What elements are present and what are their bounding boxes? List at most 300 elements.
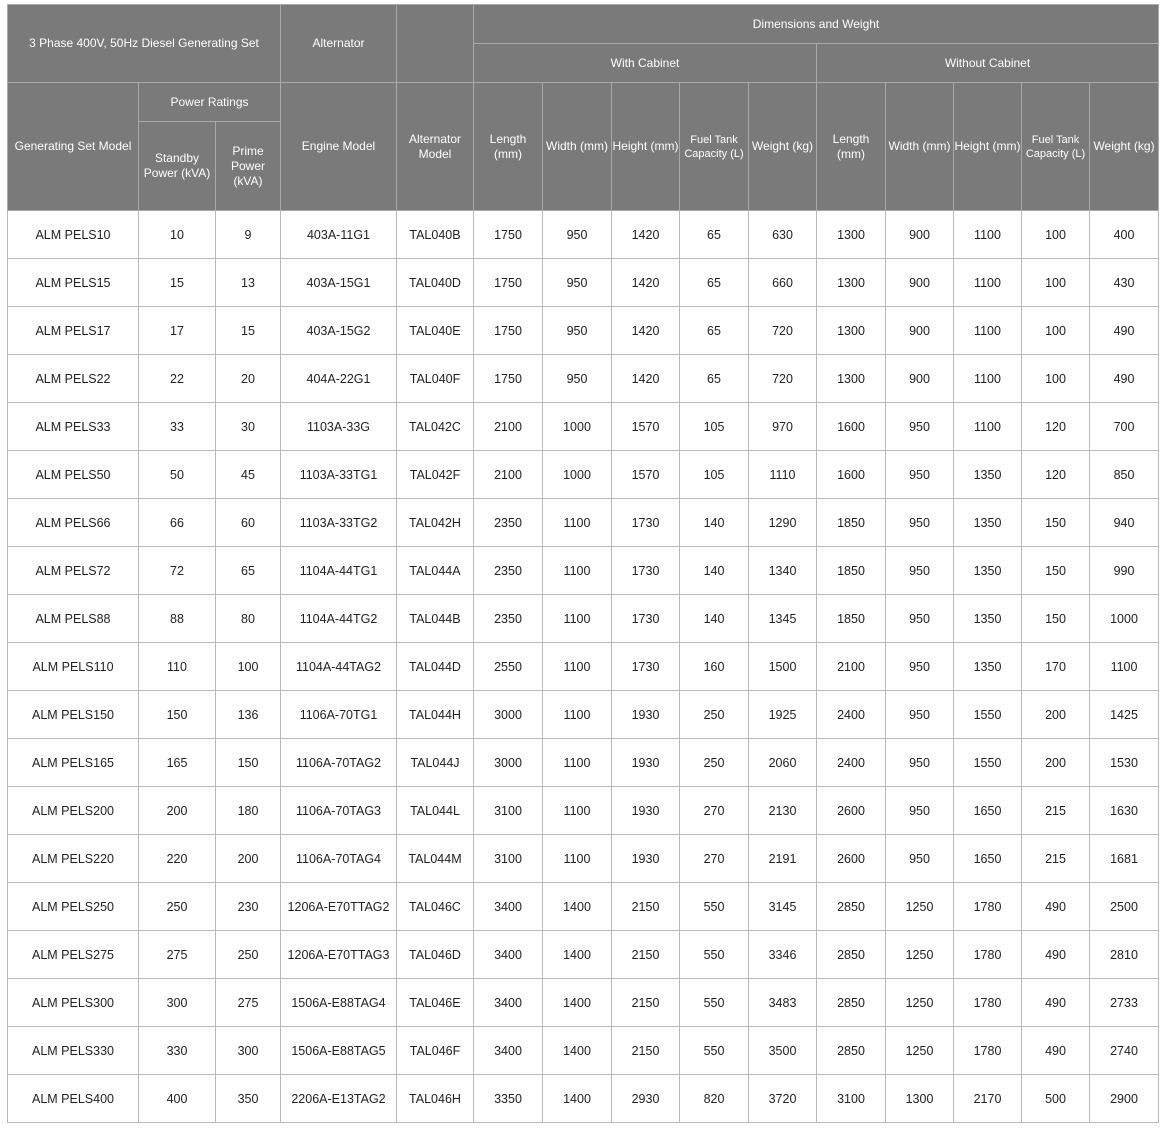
without-length-cell: 1850 (817, 499, 886, 547)
table-row (8, 211, 1159, 259)
prime-power-cell: 136 (216, 691, 281, 739)
engine-model-cell: 1103A-33TG2 (281, 499, 397, 547)
standby-power-cell: 72 (139, 547, 216, 595)
without-height-cell: 1350 (954, 451, 1022, 499)
without-length-cell: 2400 (817, 739, 886, 787)
with-length-cell: 1750 (474, 211, 543, 259)
without-weight-cell: 1000 (1090, 595, 1159, 643)
without-width-cell: 1250 (886, 1027, 954, 1075)
without-length-header: Length (mm) (817, 83, 886, 211)
engine-model-cell: 1104A-44TG2 (281, 595, 397, 643)
without-height-cell: 1350 (954, 547, 1022, 595)
standby-power-cell: 200 (139, 787, 216, 835)
engine-model-cell: 403A-11G1 (281, 211, 397, 259)
with-length-cell: 3100 (474, 787, 543, 835)
with-height-cell: 2150 (612, 979, 680, 1027)
without-fuel-tank-header: Fuel Tank Capacity (L) (1022, 83, 1090, 211)
model-cell: ALM PELS400 (8, 1075, 139, 1123)
with-width-cell: 1400 (543, 1075, 612, 1123)
alternator-model-cell: TAL042H (397, 499, 474, 547)
with-weight-cell: 1290 (749, 499, 817, 547)
without-fuel-tank-cell: 170 (1022, 643, 1090, 691)
prime-power-cell: 300 (216, 1027, 281, 1075)
without-weight-cell: 1100 (1090, 643, 1159, 691)
standby-power-cell: 250 (139, 883, 216, 931)
prime-power-cell: 100 (216, 643, 281, 691)
model-cell: ALM PELS250 (8, 883, 139, 931)
without-width-cell: 950 (886, 595, 954, 643)
standby-power-cell: 330 (139, 1027, 216, 1075)
with-weight-header: Weight (kg) (749, 83, 817, 211)
with-width-cell: 1400 (543, 931, 612, 979)
with-weight-cell: 1500 (749, 643, 817, 691)
with-width-cell: 950 (543, 307, 612, 355)
without-weight-cell: 490 (1090, 355, 1159, 403)
engine-model-cell: 404A-22G1 (281, 355, 397, 403)
alternator-model-cell: TAL044J (397, 739, 474, 787)
with-height-cell: 1570 (612, 403, 680, 451)
prime-power-cell: 350 (216, 1075, 281, 1123)
with-weight-cell: 2130 (749, 787, 817, 835)
with-height-cell: 1420 (612, 355, 680, 403)
prime-power-cell: 275 (216, 979, 281, 1027)
with-height-cell: 1930 (612, 691, 680, 739)
with-weight-cell: 2191 (749, 835, 817, 883)
without-weight-cell: 400 (1090, 211, 1159, 259)
alternator-model-cell: TAL040D (397, 259, 474, 307)
engine-model-cell: 1104A-44TAG2 (281, 643, 397, 691)
standby-power-cell: 150 (139, 691, 216, 739)
without-height-cell: 1550 (954, 739, 1022, 787)
without-fuel-tank-cell: 490 (1022, 979, 1090, 1027)
without-weight-cell: 850 (1090, 451, 1159, 499)
with-fuel-tank-cell: 550 (680, 931, 749, 979)
power-ratings-header: Power Ratings (139, 83, 281, 122)
with-length-cell: 3400 (474, 931, 543, 979)
without-width-cell: 950 (886, 547, 954, 595)
standby-power-cell: 50 (139, 451, 216, 499)
engine-model-cell: 403A-15G1 (281, 259, 397, 307)
with-height-cell: 1730 (612, 499, 680, 547)
without-weight-header: Weight (kg) (1090, 83, 1159, 211)
with-length-cell: 1750 (474, 355, 543, 403)
model-cell: ALM PELS330 (8, 1027, 139, 1075)
model-header: Generating Set Model (8, 83, 139, 211)
alternator-model-cell: TAL042F (397, 451, 474, 499)
without-width-cell: 900 (886, 307, 954, 355)
generating-set-spec-table (7, 4, 1159, 1123)
with-length-cell: 1750 (474, 259, 543, 307)
prime-power-cell: 200 (216, 835, 281, 883)
without-weight-cell: 1630 (1090, 787, 1159, 835)
without-width-cell: 900 (886, 259, 954, 307)
with-length-cell: 2100 (474, 451, 543, 499)
with-height-header: Height (mm) (612, 83, 680, 211)
with-height-cell: 1730 (612, 547, 680, 595)
table-row (8, 835, 1159, 883)
with-fuel-tank-cell: 270 (680, 787, 749, 835)
without-fuel-tank-cell: 490 (1022, 1027, 1090, 1075)
with-weight-cell: 3483 (749, 979, 817, 1027)
without-height-cell: 1350 (954, 643, 1022, 691)
table-row (8, 451, 1159, 499)
with-weight-cell: 1110 (749, 451, 817, 499)
alternator-model-cell: TAL044M (397, 835, 474, 883)
without-weight-cell: 700 (1090, 403, 1159, 451)
without-weight-cell: 2500 (1090, 883, 1159, 931)
with-width-cell: 1100 (543, 643, 612, 691)
empty-header-cell (397, 5, 474, 83)
with-height-cell: 1730 (612, 595, 680, 643)
standby-power-cell: 22 (139, 355, 216, 403)
with-length-cell: 2100 (474, 403, 543, 451)
with-weight-cell: 2060 (749, 739, 817, 787)
model-cell: ALM PELS22 (8, 355, 139, 403)
alternator-model-cell: TAL046D (397, 931, 474, 979)
with-fuel-tank-cell: 105 (680, 403, 749, 451)
model-cell: ALM PELS66 (8, 499, 139, 547)
standby-power-cell: 110 (139, 643, 216, 691)
engine-model-cell: 403A-15G2 (281, 307, 397, 355)
table-row (8, 355, 1159, 403)
without-cabinet-header: Without Cabinet (817, 44, 1159, 83)
without-fuel-tank-cell: 490 (1022, 931, 1090, 979)
without-length-cell: 1600 (817, 403, 886, 451)
with-height-cell: 1930 (612, 739, 680, 787)
standby-power-header: Standby Power (kVA) (139, 122, 216, 211)
alternator-model-cell: TAL046E (397, 979, 474, 1027)
without-height-cell: 1780 (954, 979, 1022, 1027)
without-fuel-tank-cell: 100 (1022, 307, 1090, 355)
model-cell: ALM PELS17 (8, 307, 139, 355)
with-width-cell: 1400 (543, 979, 612, 1027)
alternator-model-cell: TAL044H (397, 691, 474, 739)
standby-power-cell: 220 (139, 835, 216, 883)
alternator-header: Alternator (281, 5, 397, 83)
without-width-cell: 950 (886, 451, 954, 499)
table-row (8, 1075, 1159, 1123)
spec-table-body (8, 211, 1159, 1123)
table-row (8, 979, 1159, 1027)
with-length-cell: 3100 (474, 835, 543, 883)
model-cell: ALM PELS150 (8, 691, 139, 739)
prime-power-cell: 65 (216, 547, 281, 595)
without-length-cell: 2400 (817, 691, 886, 739)
with-height-cell: 1420 (612, 259, 680, 307)
with-width-cell: 950 (543, 259, 612, 307)
without-fuel-tank-cell: 100 (1022, 355, 1090, 403)
with-weight-cell: 3346 (749, 931, 817, 979)
with-width-header: Width (mm) (543, 83, 612, 211)
with-fuel-tank-cell: 550 (680, 883, 749, 931)
alternator-model-cell: TAL040B (397, 211, 474, 259)
engine-model-cell: 2206A-E13TAG2 (281, 1075, 397, 1123)
model-cell: ALM PELS220 (8, 835, 139, 883)
with-fuel-tank-cell: 140 (680, 547, 749, 595)
without-weight-cell: 430 (1090, 259, 1159, 307)
with-weight-cell: 660 (749, 259, 817, 307)
alternator-model-cell: TAL040E (397, 307, 474, 355)
with-height-cell: 2150 (612, 931, 680, 979)
with-fuel-tank-cell: 250 (680, 739, 749, 787)
alternator-model-cell: TAL042C (397, 403, 474, 451)
alternator-model-cell: TAL044B (397, 595, 474, 643)
without-length-cell: 2600 (817, 835, 886, 883)
table-row (8, 1027, 1159, 1075)
without-height-cell: 1550 (954, 691, 1022, 739)
without-height-cell: 1650 (954, 787, 1022, 835)
without-length-cell: 1850 (817, 595, 886, 643)
standby-power-cell: 88 (139, 595, 216, 643)
standby-power-cell: 33 (139, 403, 216, 451)
without-width-cell: 950 (886, 835, 954, 883)
with-height-cell: 2150 (612, 1027, 680, 1075)
alternator-model-cell: TAL046F (397, 1027, 474, 1075)
without-width-cell: 1250 (886, 931, 954, 979)
prime-power-cell: 250 (216, 931, 281, 979)
model-cell: ALM PELS300 (8, 979, 139, 1027)
with-weight-cell: 3145 (749, 883, 817, 931)
engine-model-cell: 1106A-70TAG4 (281, 835, 397, 883)
alternator-model-cell: TAL044D (397, 643, 474, 691)
with-fuel-tank-cell: 270 (680, 835, 749, 883)
without-height-cell: 1780 (954, 1027, 1022, 1075)
model-cell: ALM PELS15 (8, 259, 139, 307)
prime-power-cell: 20 (216, 355, 281, 403)
with-height-cell: 2930 (612, 1075, 680, 1123)
without-width-cell: 900 (886, 211, 954, 259)
table-row (8, 883, 1159, 931)
with-weight-cell: 1340 (749, 547, 817, 595)
with-weight-cell: 1345 (749, 595, 817, 643)
table-row (8, 403, 1159, 451)
with-height-cell: 1930 (612, 787, 680, 835)
without-weight-cell: 2733 (1090, 979, 1159, 1027)
with-length-cell: 2350 (474, 547, 543, 595)
without-width-cell: 950 (886, 691, 954, 739)
without-weight-cell: 990 (1090, 547, 1159, 595)
with-height-cell: 1420 (612, 211, 680, 259)
without-fuel-tank-cell: 500 (1022, 1075, 1090, 1123)
table-row (8, 643, 1159, 691)
engine-model-cell: 1206A-E70TTAG3 (281, 931, 397, 979)
alternator-model-cell: TAL044A (397, 547, 474, 595)
table-row (8, 739, 1159, 787)
standby-power-cell: 10 (139, 211, 216, 259)
prime-power-cell: 9 (216, 211, 281, 259)
engine-model-cell: 1106A-70TAG2 (281, 739, 397, 787)
with-length-cell: 2550 (474, 643, 543, 691)
without-length-cell: 1300 (817, 211, 886, 259)
without-width-cell: 1250 (886, 883, 954, 931)
without-fuel-tank-cell: 150 (1022, 547, 1090, 595)
with-width-cell: 1400 (543, 1027, 612, 1075)
without-width-cell: 1250 (886, 979, 954, 1027)
with-fuel-tank-cell: 140 (680, 595, 749, 643)
model-cell: ALM PELS275 (8, 931, 139, 979)
without-height-header: Height (mm) (954, 83, 1022, 211)
with-length-header: Length (mm) (474, 83, 543, 211)
without-width-cell: 950 (886, 403, 954, 451)
table-row (8, 307, 1159, 355)
without-height-cell: 1100 (954, 211, 1022, 259)
without-fuel-tank-cell: 490 (1022, 883, 1090, 931)
engine-model-cell: 1103A-33TG1 (281, 451, 397, 499)
with-width-cell: 950 (543, 355, 612, 403)
with-weight-cell: 630 (749, 211, 817, 259)
without-weight-cell: 1530 (1090, 739, 1159, 787)
table-row (8, 691, 1159, 739)
prime-power-cell: 30 (216, 403, 281, 451)
with-width-cell: 1100 (543, 739, 612, 787)
standby-power-cell: 275 (139, 931, 216, 979)
engine-model-cell: 1206A-E70TTAG2 (281, 883, 397, 931)
standby-power-cell: 66 (139, 499, 216, 547)
with-weight-cell: 3720 (749, 1075, 817, 1123)
table-row (8, 787, 1159, 835)
with-height-cell: 1930 (612, 835, 680, 883)
without-fuel-tank-cell: 120 (1022, 403, 1090, 451)
model-cell: ALM PELS50 (8, 451, 139, 499)
without-height-cell: 1100 (954, 307, 1022, 355)
with-fuel-tank-cell: 820 (680, 1075, 749, 1123)
without-fuel-tank-cell: 200 (1022, 739, 1090, 787)
engine-model-header: Engine Model (281, 83, 397, 211)
with-height-cell: 1420 (612, 307, 680, 355)
engine-model-cell: 1104A-44TG1 (281, 547, 397, 595)
with-width-cell: 1000 (543, 403, 612, 451)
engine-model-cell: 1106A-70TAG3 (281, 787, 397, 835)
with-fuel-tank-cell: 550 (680, 979, 749, 1027)
without-fuel-tank-cell: 150 (1022, 499, 1090, 547)
with-length-cell: 3000 (474, 691, 543, 739)
with-fuel-tank-cell: 550 (680, 1027, 749, 1075)
without-length-cell: 2850 (817, 883, 886, 931)
with-length-cell: 3400 (474, 1027, 543, 1075)
without-weight-cell: 490 (1090, 307, 1159, 355)
table-row (8, 259, 1159, 307)
with-cabinet-header: With Cabinet (474, 44, 817, 83)
prime-power-cell: 15 (216, 307, 281, 355)
alternator-model-header: Alternator Model (397, 83, 474, 211)
without-weight-cell: 1681 (1090, 835, 1159, 883)
with-fuel-tank-cell: 65 (680, 211, 749, 259)
with-length-cell: 3000 (474, 739, 543, 787)
alternator-model-cell: TAL046H (397, 1075, 474, 1123)
without-height-cell: 1100 (954, 355, 1022, 403)
prime-power-cell: 60 (216, 499, 281, 547)
model-cell: ALM PELS33 (8, 403, 139, 451)
alternator-model-cell: TAL040F (397, 355, 474, 403)
with-width-cell: 1100 (543, 595, 612, 643)
with-fuel-tank-cell: 160 (680, 643, 749, 691)
with-fuel-tank-cell: 140 (680, 499, 749, 547)
with-width-cell: 1100 (543, 835, 612, 883)
without-weight-cell: 2900 (1090, 1075, 1159, 1123)
engine-model-cell: 1106A-70TG1 (281, 691, 397, 739)
without-fuel-tank-cell: 215 (1022, 787, 1090, 835)
prime-power-cell: 180 (216, 787, 281, 835)
without-length-cell: 1600 (817, 451, 886, 499)
table-row (8, 547, 1159, 595)
with-length-cell: 3350 (474, 1075, 543, 1123)
without-length-cell: 2850 (817, 931, 886, 979)
prime-power-cell: 150 (216, 739, 281, 787)
without-height-cell: 1350 (954, 595, 1022, 643)
alternator-model-cell: TAL044L (397, 787, 474, 835)
without-length-cell: 1300 (817, 259, 886, 307)
with-fuel-tank-cell: 65 (680, 259, 749, 307)
without-length-cell: 3100 (817, 1075, 886, 1123)
engine-model-cell: 1506A-E88TAG5 (281, 1027, 397, 1075)
without-fuel-tank-cell: 100 (1022, 211, 1090, 259)
model-cell: ALM PELS72 (8, 547, 139, 595)
without-length-cell: 2600 (817, 787, 886, 835)
without-fuel-tank-cell: 150 (1022, 595, 1090, 643)
with-fuel-tank-cell: 250 (680, 691, 749, 739)
table-row (8, 595, 1159, 643)
with-width-cell: 1100 (543, 499, 612, 547)
without-fuel-tank-cell: 200 (1022, 691, 1090, 739)
with-length-cell: 2350 (474, 499, 543, 547)
with-length-cell: 3400 (474, 979, 543, 1027)
without-weight-cell: 1425 (1090, 691, 1159, 739)
without-width-cell: 1300 (886, 1075, 954, 1123)
model-cell: ALM PELS200 (8, 787, 139, 835)
without-width-header: Width (mm) (886, 83, 954, 211)
alternator-model-cell: TAL046C (397, 883, 474, 931)
without-length-cell: 1850 (817, 547, 886, 595)
without-height-cell: 2170 (954, 1075, 1022, 1123)
engine-model-cell: 1506A-E88TAG4 (281, 979, 397, 1027)
prime-power-cell: 13 (216, 259, 281, 307)
with-weight-cell: 1925 (749, 691, 817, 739)
with-length-cell: 3400 (474, 883, 543, 931)
prime-power-cell: 45 (216, 451, 281, 499)
model-cell: ALM PELS110 (8, 643, 139, 691)
without-fuel-tank-cell: 100 (1022, 259, 1090, 307)
with-height-cell: 1570 (612, 451, 680, 499)
prime-power-header: Prime Power (kVA) (216, 122, 281, 211)
with-width-cell: 1400 (543, 883, 612, 931)
without-length-cell: 2850 (817, 1027, 886, 1075)
with-width-cell: 950 (543, 211, 612, 259)
dimensions-weight-header: Dimensions and Weight (474, 5, 1159, 44)
standby-power-cell: 15 (139, 259, 216, 307)
without-width-cell: 950 (886, 739, 954, 787)
without-height-cell: 1100 (954, 403, 1022, 451)
with-width-cell: 1000 (543, 451, 612, 499)
with-width-cell: 1100 (543, 547, 612, 595)
model-cell: ALM PELS88 (8, 595, 139, 643)
table-row (8, 499, 1159, 547)
without-fuel-tank-cell: 120 (1022, 451, 1090, 499)
without-length-cell: 1300 (817, 307, 886, 355)
prime-power-cell: 80 (216, 595, 281, 643)
with-weight-cell: 3500 (749, 1027, 817, 1075)
standby-power-cell: 400 (139, 1075, 216, 1123)
without-length-cell: 1300 (817, 355, 886, 403)
without-height-cell: 1650 (954, 835, 1022, 883)
with-width-cell: 1100 (543, 691, 612, 739)
without-weight-cell: 2740 (1090, 1027, 1159, 1075)
without-height-cell: 1780 (954, 931, 1022, 979)
model-cell: ALM PELS10 (8, 211, 139, 259)
prime-power-cell: 230 (216, 883, 281, 931)
with-height-cell: 2150 (612, 883, 680, 931)
model-cell: ALM PELS165 (8, 739, 139, 787)
engine-model-cell: 1103A-33G (281, 403, 397, 451)
